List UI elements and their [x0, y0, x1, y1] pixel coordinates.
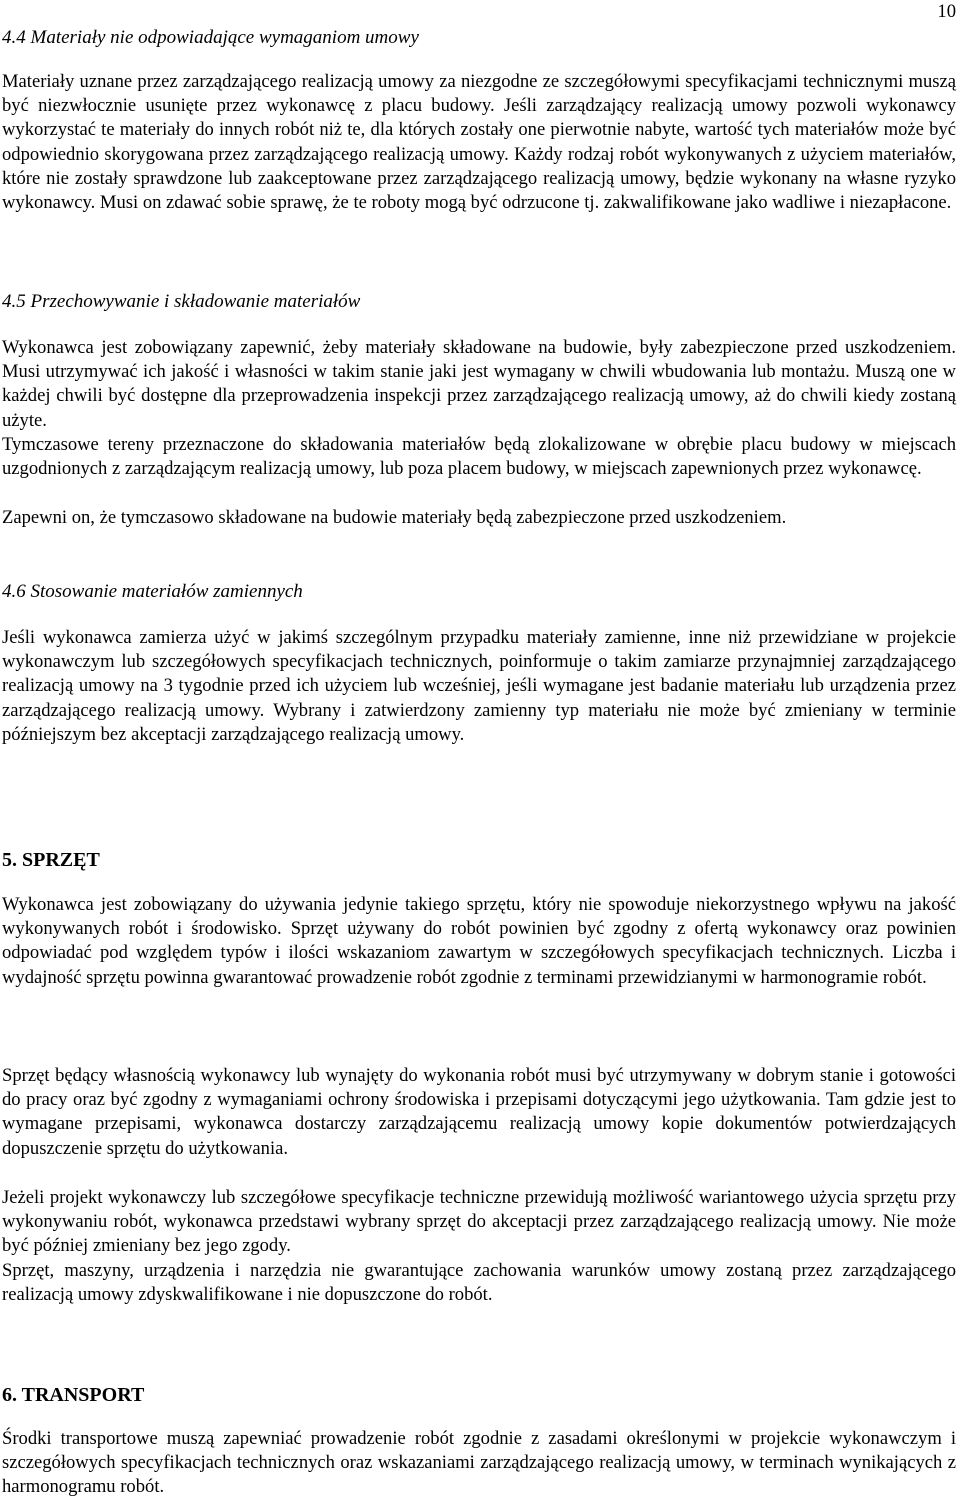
section-4-6-paragraph: Jeśli wykonawca zamierza użyć w jakimś szczególnym przypadku materiały zamienne, inne niż przewidziane w projekcie wykonawczym lub szczegółowych specyfikacjach technicznych, poinformuje o takim zamiarze przynajmniej zarządzającego realizacją umowy na 3 tygodnie przed ich użyciem lub wcześniej, jeśli wymagane jest badanie materiału lub urządzenia przez zarządzającego realizacją umowy. Wybrany i zatwierdzony zamienny typ materiału nie może być zmieniany w terminie późniejszym bez akceptacji zarządzającego realizacją umowy. [2, 627, 956, 745]
section-4-5-paragraph-1: Wykonawca jest zobowiązany zapewnić, żeby materiały składowane na budowie, były zabezpieczone przed uszkodzeniem. Musi utrzymywać ich jakość i własności w takim stanie jaki jest wymagany w chwili wbudowania lub montażu. Muszą one w każdej chwili być dostępne dla przeprowadzenia inspekcji przez zarządzającego realizacją umowy, aż do chwili kiedy zostaną użyte. [2, 337, 956, 431]
section-6-paragraph: Środki transportowe muszą zapewniać prowadzenie robót zgodnie z zasadami określonymi w projekcie wykonawczym i szczegółowych specyfikacjach technicznych oraz wskazaniami zarządzającego realizacją umowy, w terminach wynikających z harmonogramu robót. [2, 1428, 956, 1498]
section-5-paragraph-1: Wykonawca jest zobowiązany do używania jedynie takiego sprzętu, który nie spowoduje niekorzystnego wpływu na jakość wykonywanych robót i środowisko. Sprzęt używany do robót powinien być zgodny z ofertą wykonawcy oraz powinien odpowiadać pod względem typów i ilości wskazaniom zawartym w szczegółowych specyfikacjach technicznych. Liczba i wydajność sprzętu powinna gwarantować prowadzenie robót zgodnie z terminami przewidzianymi w harmonogramie robót. [2, 894, 956, 988]
section-4-4-paragraph: Materiały uznane przez zarządzającego realizacją umowy za niezgodne ze szczegółowymi specyfikacjami technicznymi muszą być niezwłocznie usunięte przez wykonawcę z placu budowy. Jeśli zarządzający realizacją umowy pozwoli wykonawcy wykorzystać te materiały do innych robót niż te, dla których zostały one pierwotnie nabyte, wartość tych materiałów może być odpowiednio skorygowana przez zarządzającego realizacją umowy. Każdy rodzaj robót wykonywanych z użyciem materiałów, które nie zostały sprawdzone lub zaakceptowane przez zarządzającego realizacją umowy, będzie wykonany na własne ryzyko wykonawcy. Musi on zdawać sobie sprawę, że te roboty mogą być odrzucone tj. zakwalifikowane jako wadliwe i niezapłacone. [2, 71, 956, 214]
section-6-heading: 6. TRANSPORT [2, 1384, 145, 1406]
section-4-6-heading: 4.6 Stosowanie materiałów zamiennych [2, 581, 303, 602]
page-number: 10 [937, 1, 956, 22]
section-4-5-paragraph-3: Zapewni on, że tymczasowo składowane na budowie materiały będą zabezpieczone przed uszkodzeniem. [2, 507, 787, 528]
section-5-paragraph-3: Jeżeli projekt wykonawczy lub szczegółowe specyfikacje techniczne przewidują możliwość wariantowego użycia sprzętu przy wykonywaniu robót, wykonawca przedstawi wybrany sprzęt do akceptacji przez zarządzającego realizacją umowy. Nie może być później zmieniany bez jego zgody. [2, 1187, 956, 1257]
section-4-5-paragraph-2: Tymczasowe tereny przeznaczone do składowania materiałów będą zlokalizowane w obrębie placu budowy w miejscach uzgodnionych z zarządzającym realizacją umowy, lub poza placem budowy, w miejscach zapewnionych przez wykonawcę. [2, 434, 956, 480]
section-4-5-heading: 4.5 Przechowywanie i składowanie materiałów [2, 291, 361, 312]
section-5-heading: 5. SPRZĘT [2, 849, 100, 871]
section-4-4-heading: 4.4 Materiały nie odpowiadające wymaganiom umowy [2, 27, 419, 48]
section-5-paragraph-4: Sprzęt, maszyny, urządzenia i narzędzia nie gwarantujące zachowania warunków umowy zostaną przez zarządzającego realizacją umowy zdyskwalifikowane i nie dopuszczone do robót. [2, 1260, 956, 1306]
section-5-paragraph-2: Sprzęt będący własnością wykonawcy lub wynajęty do wykonania robót musi być utrzymywany w dobrym stanie i gotowości do pracy oraz być zgodny z wymaganiami ochrony środowiska i przepisami dotyczącymi jego użytkowania. Tam gdzie jest to wymagane przepisami, wykonawca dostarczy zarządzającemu realizacją umowy kopie dokumentów potwierdzających dopuszczenie sprzętu do użytkowania. [2, 1065, 956, 1159]
